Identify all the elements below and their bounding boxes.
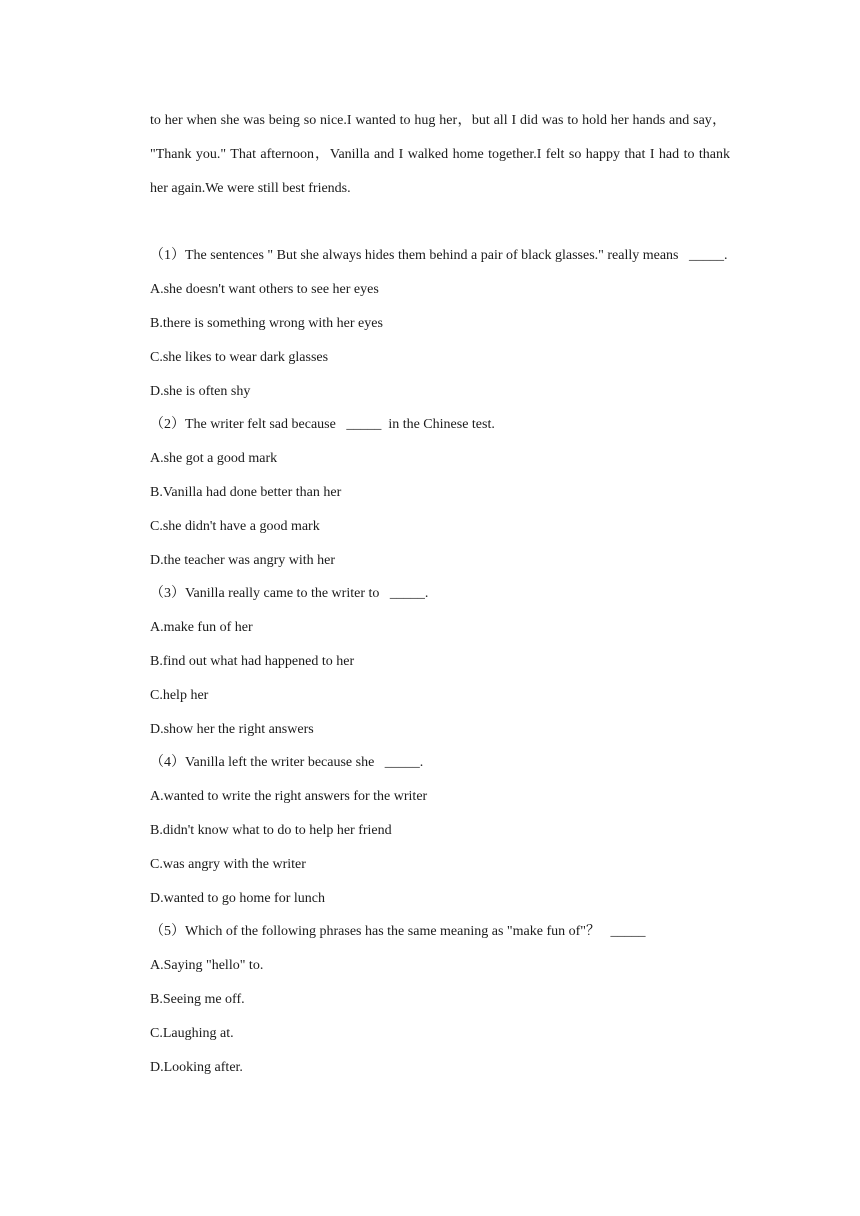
option-c: C.Laughing at. <box>150 1025 234 1041</box>
question-4 <box>150 746 730 915</box>
option-a: A.she doesn't want others to see her eyes <box>150 282 379 298</box>
question-stem: （5）Which of the following phrases has the same meaning as "make fun of"？ _____ <box>150 924 646 940</box>
question-3 <box>150 577 730 746</box>
question-2 <box>150 408 730 577</box>
option-b: B.there is something wrong with her eyes <box>150 315 383 331</box>
option-b: B.Seeing me off. <box>150 991 245 1007</box>
option-c: C.was angry with the writer <box>150 856 306 872</box>
question-1 <box>150 239 730 408</box>
option-c: C.she likes to wear dark glasses <box>150 349 329 365</box>
question-5 <box>150 915 730 1084</box>
document-page <box>150 104 730 1084</box>
option-b: B.find out what had happened to her <box>150 653 355 669</box>
passage-paragraph: to her when she was being so nice.I wanted to hug her，but all I did was to hold her hands and say， "Thank you." That afternoon，Vanilla and I walked home together.I felt so happy that I had to thank her again.We were still best friends. <box>150 113 730 196</box>
option-a: A.make fun of her <box>150 620 253 636</box>
section-spacer <box>150 205 730 239</box>
option-a: A.she got a good mark <box>150 451 278 467</box>
option-d: D.Looking after. <box>150 1059 243 1075</box>
option-b: B.Vanilla had done better than her <box>150 484 342 500</box>
option-a: A.Saying "hello" to. <box>150 958 264 974</box>
option-d: D.wanted to go home for lunch <box>150 890 325 906</box>
option-d: D.she is often shy <box>150 383 251 399</box>
option-c: C.she didn't have a good mark <box>150 518 320 534</box>
option-d: D.the teacher was angry with her <box>150 552 336 568</box>
option-d: D.show her the right answers <box>150 721 314 737</box>
option-b: B.didn't know what to do to help her friend <box>150 822 392 838</box>
question-stem: （2）The writer felt sad because _____ in the Chinese test. <box>150 417 495 433</box>
option-c: C.help her <box>150 687 209 703</box>
question-stem: （3）Vanilla really came to the writer to _____. <box>150 586 429 602</box>
option-a: A.wanted to write the right answers for the writer <box>150 789 428 805</box>
question-stem: （1）The sentences " But she always hides them behind a pair of black glasses." really means _____. <box>150 248 728 264</box>
question-stem: （4）Vanilla left the writer because she _____. <box>150 755 424 771</box>
